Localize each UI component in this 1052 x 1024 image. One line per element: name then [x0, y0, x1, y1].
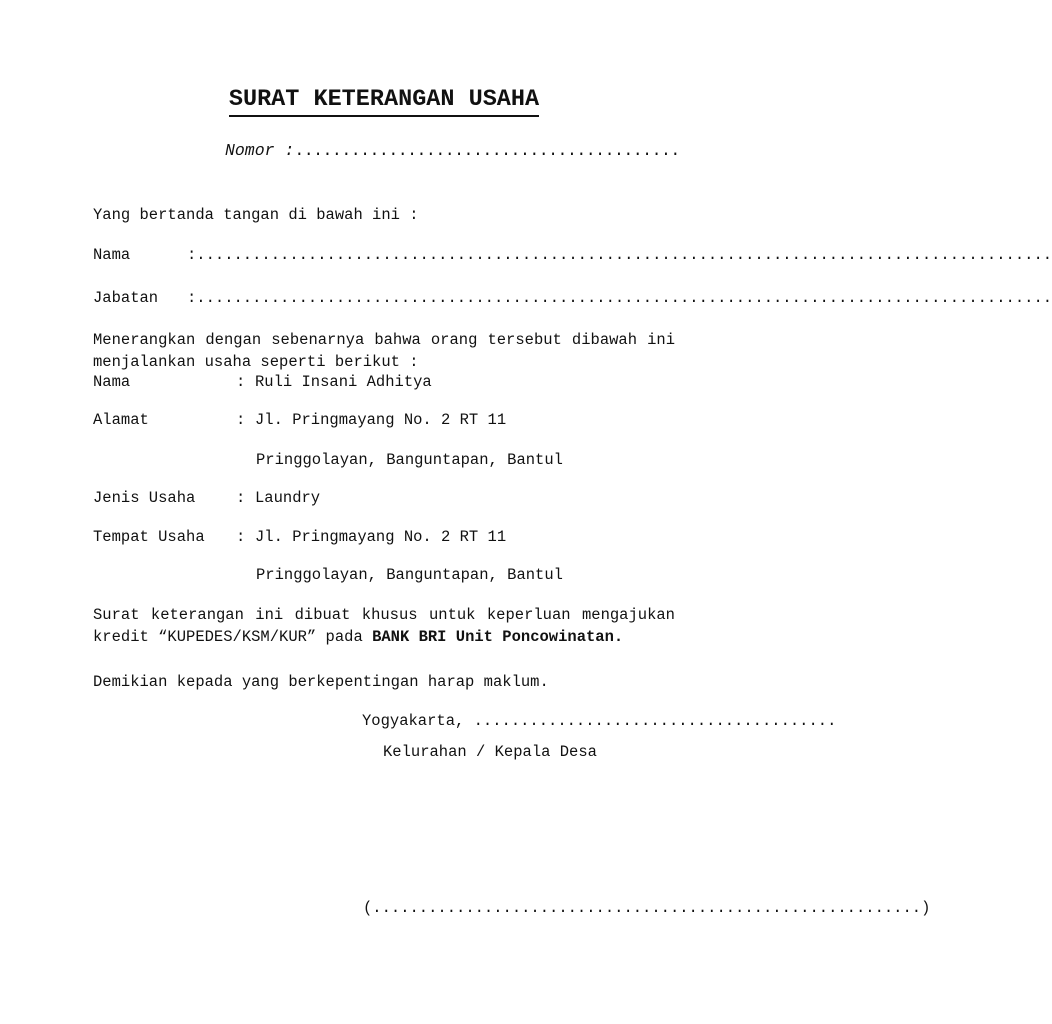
- signer-nama-value: :............................................................................................: [187, 246, 1052, 264]
- nomor-dots: .........................................: [294, 141, 680, 160]
- closing-text: Demikian kepada yang berkepentingan harap maklum.: [93, 673, 549, 691]
- purpose-bank: BANK BRI Unit Poncowinatan.: [372, 628, 624, 646]
- signer-nama-label: Nama: [93, 246, 131, 264]
- business-nama-value: Ruli Insani Adhitya: [255, 373, 432, 391]
- nomor-line: [225, 141, 680, 160]
- document-title: [0, 86, 768, 113]
- signature-place-date: Yogyakarta, .......................................: [362, 712, 837, 730]
- business-jenis-colon: :: [236, 489, 246, 507]
- statement-paragraph: Menerangkan dengan sebenarnya bahwa orang tersebut dibawah ini menjalankan usaha seperti berikut :: [93, 331, 675, 371]
- business-alamat-label: Alamat: [93, 411, 149, 429]
- business-tempat-colon: :: [236, 528, 246, 546]
- purpose-paragraph: [93, 604, 675, 648]
- business-nama-colon: :: [236, 373, 246, 391]
- document-title-text: SURAT KETERANGAN USAHA: [229, 86, 539, 117]
- business-nama-label: Nama: [93, 373, 131, 391]
- nomor-label: Nomor :: [225, 141, 295, 160]
- signer-jabatan-label: Jabatan: [93, 289, 159, 307]
- business-alamat-line2: Pringgolayan, Banguntapan, Bantul: [256, 451, 563, 469]
- purpose-text: Surat keterangan ini dibuat khusus untuk keperluan mengajukan kredit “KUPEDES/KSM/KUR” pada: [93, 606, 675, 646]
- business-tempat-line1: Jl. Pringmayang No. 2 RT 11: [255, 528, 507, 546]
- business-jenis-value: Laundry: [255, 489, 321, 507]
- signature-name-line: (...........................................................): [363, 899, 931, 917]
- business-jenis-label: Jenis Usaha: [93, 489, 196, 507]
- intro-text: Yang bertanda tangan di bawah ini :: [93, 206, 419, 224]
- signature-role: Kelurahan / Kepala Desa: [383, 743, 597, 761]
- business-alamat-line1: Jl. Pringmayang No. 2 RT 11: [255, 411, 507, 429]
- business-tempat-line2: Pringgolayan, Banguntapan, Bantul: [256, 566, 563, 584]
- business-alamat-colon: :: [236, 411, 246, 429]
- business-tempat-label: Tempat Usaha: [93, 528, 205, 546]
- signer-jabatan-value: :............................................................................................: [187, 289, 1052, 307]
